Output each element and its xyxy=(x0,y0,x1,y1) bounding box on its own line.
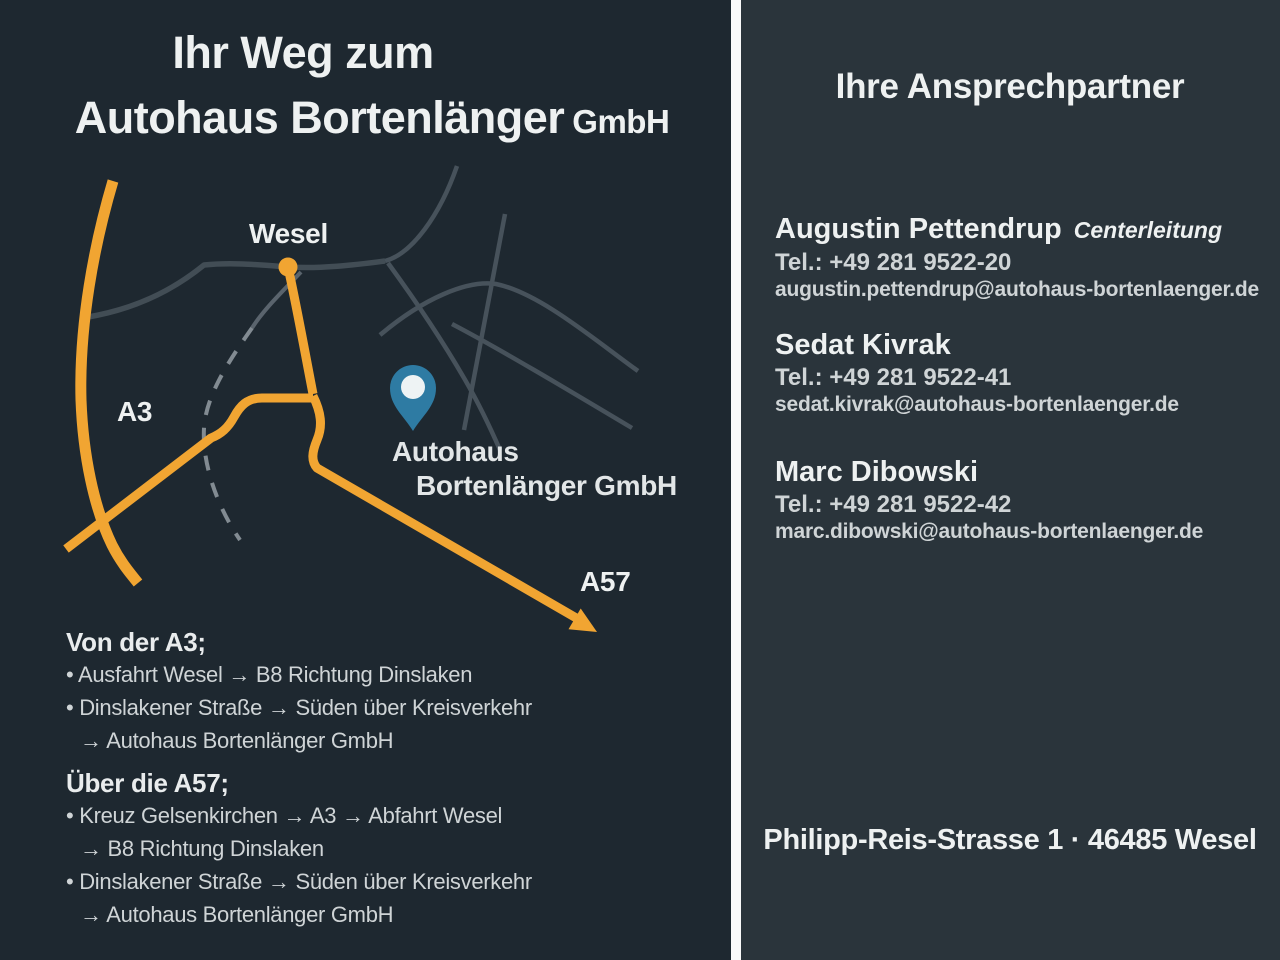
city-label-wesel: Wesel xyxy=(249,218,328,249)
contact-name-text: Sedat Kivrak xyxy=(775,329,951,361)
wesel-junction-dot xyxy=(279,258,298,277)
a3-highway-path xyxy=(81,181,138,583)
highway-label-a3: A3 xyxy=(117,396,153,427)
contact-name-text: Marc Dibowski xyxy=(775,456,979,488)
wesel-road-path xyxy=(88,261,385,317)
contact-email: sedat.kivrak@autohaus-bortenlaenger.de xyxy=(775,393,1179,416)
contact-phone: Tel.: +49 281 9522-42 xyxy=(775,491,1012,518)
contact-email: marc.dibowski@autohaus-bortenlaenger.de xyxy=(775,520,1204,543)
contact-role: Centerleitung xyxy=(1073,217,1222,243)
contact-card xyxy=(775,456,1275,545)
page-title-line2-suffix: GmbH xyxy=(572,103,670,140)
steep-road-path xyxy=(464,214,505,430)
north-curve-road-path xyxy=(385,166,457,261)
route-from-wesel-path xyxy=(288,267,313,394)
direction-step: → Autohaus Bortenlänger GmbH xyxy=(80,728,394,753)
contacts-heading: Ihre Ansprechpartner xyxy=(835,67,1185,106)
lower-right-road-path xyxy=(452,324,632,428)
direction-step: • Ausfahrt Wesel → B8 Richtung Dinslaken xyxy=(66,662,473,687)
contact-card xyxy=(775,213,1275,303)
panel-divider xyxy=(731,0,741,960)
direction-step: • Kreuz Gelsenkirchen → A3 → Abfahrt Wesel xyxy=(66,803,503,828)
direction-step: • Dinslakener Straße → Süden über Kreisverkehr xyxy=(66,869,532,894)
page-title-line2-main: Autohaus Bortenlänger xyxy=(74,92,565,143)
contact-name xyxy=(775,329,1275,362)
directions-heading-a3: Von der A3; xyxy=(66,627,206,657)
highway-label-a57: A57 xyxy=(580,566,631,597)
contact-name xyxy=(775,213,1275,247)
address-line: Philipp-Reis-Strasse 1 · 46485 Wesel xyxy=(763,824,1257,856)
direction-step: • Dinslakener Straße → Süden über Kreisverkehr xyxy=(66,695,532,720)
southeast-branch-road-path xyxy=(388,263,500,450)
directions-group-a57 xyxy=(66,767,706,931)
contact-phone: Tel.: +49 281 9522-20 xyxy=(775,249,1012,276)
directions-block xyxy=(66,626,706,931)
route-a57-path xyxy=(313,396,578,619)
direction-step: → Autohaus Bortenlänger GmbH xyxy=(80,902,394,927)
page-title-line2 xyxy=(75,92,670,144)
direction-step: → B8 Richtung Dinslaken xyxy=(80,836,324,861)
dealer-map-label-line1: Autohaus xyxy=(392,436,519,467)
contact-name xyxy=(775,456,1275,489)
contact-name-text: Augustin Pettendrup xyxy=(775,213,1062,245)
page-title-line1: Ihr Weg zum xyxy=(172,27,434,78)
directions-group-a3 xyxy=(66,626,706,757)
contact-card xyxy=(775,329,1275,418)
directions-heading-a57: Über die A57; xyxy=(66,768,229,798)
contact-phone: Tel.: +49 281 9522-41 xyxy=(775,364,1012,391)
dealer-map-label-line2: Bortenlänger GmbH xyxy=(416,470,677,501)
location-pin-icon xyxy=(390,365,436,431)
contact-email: augustin.pettendrup@autohaus-bortenlaenger.de xyxy=(775,278,1260,301)
